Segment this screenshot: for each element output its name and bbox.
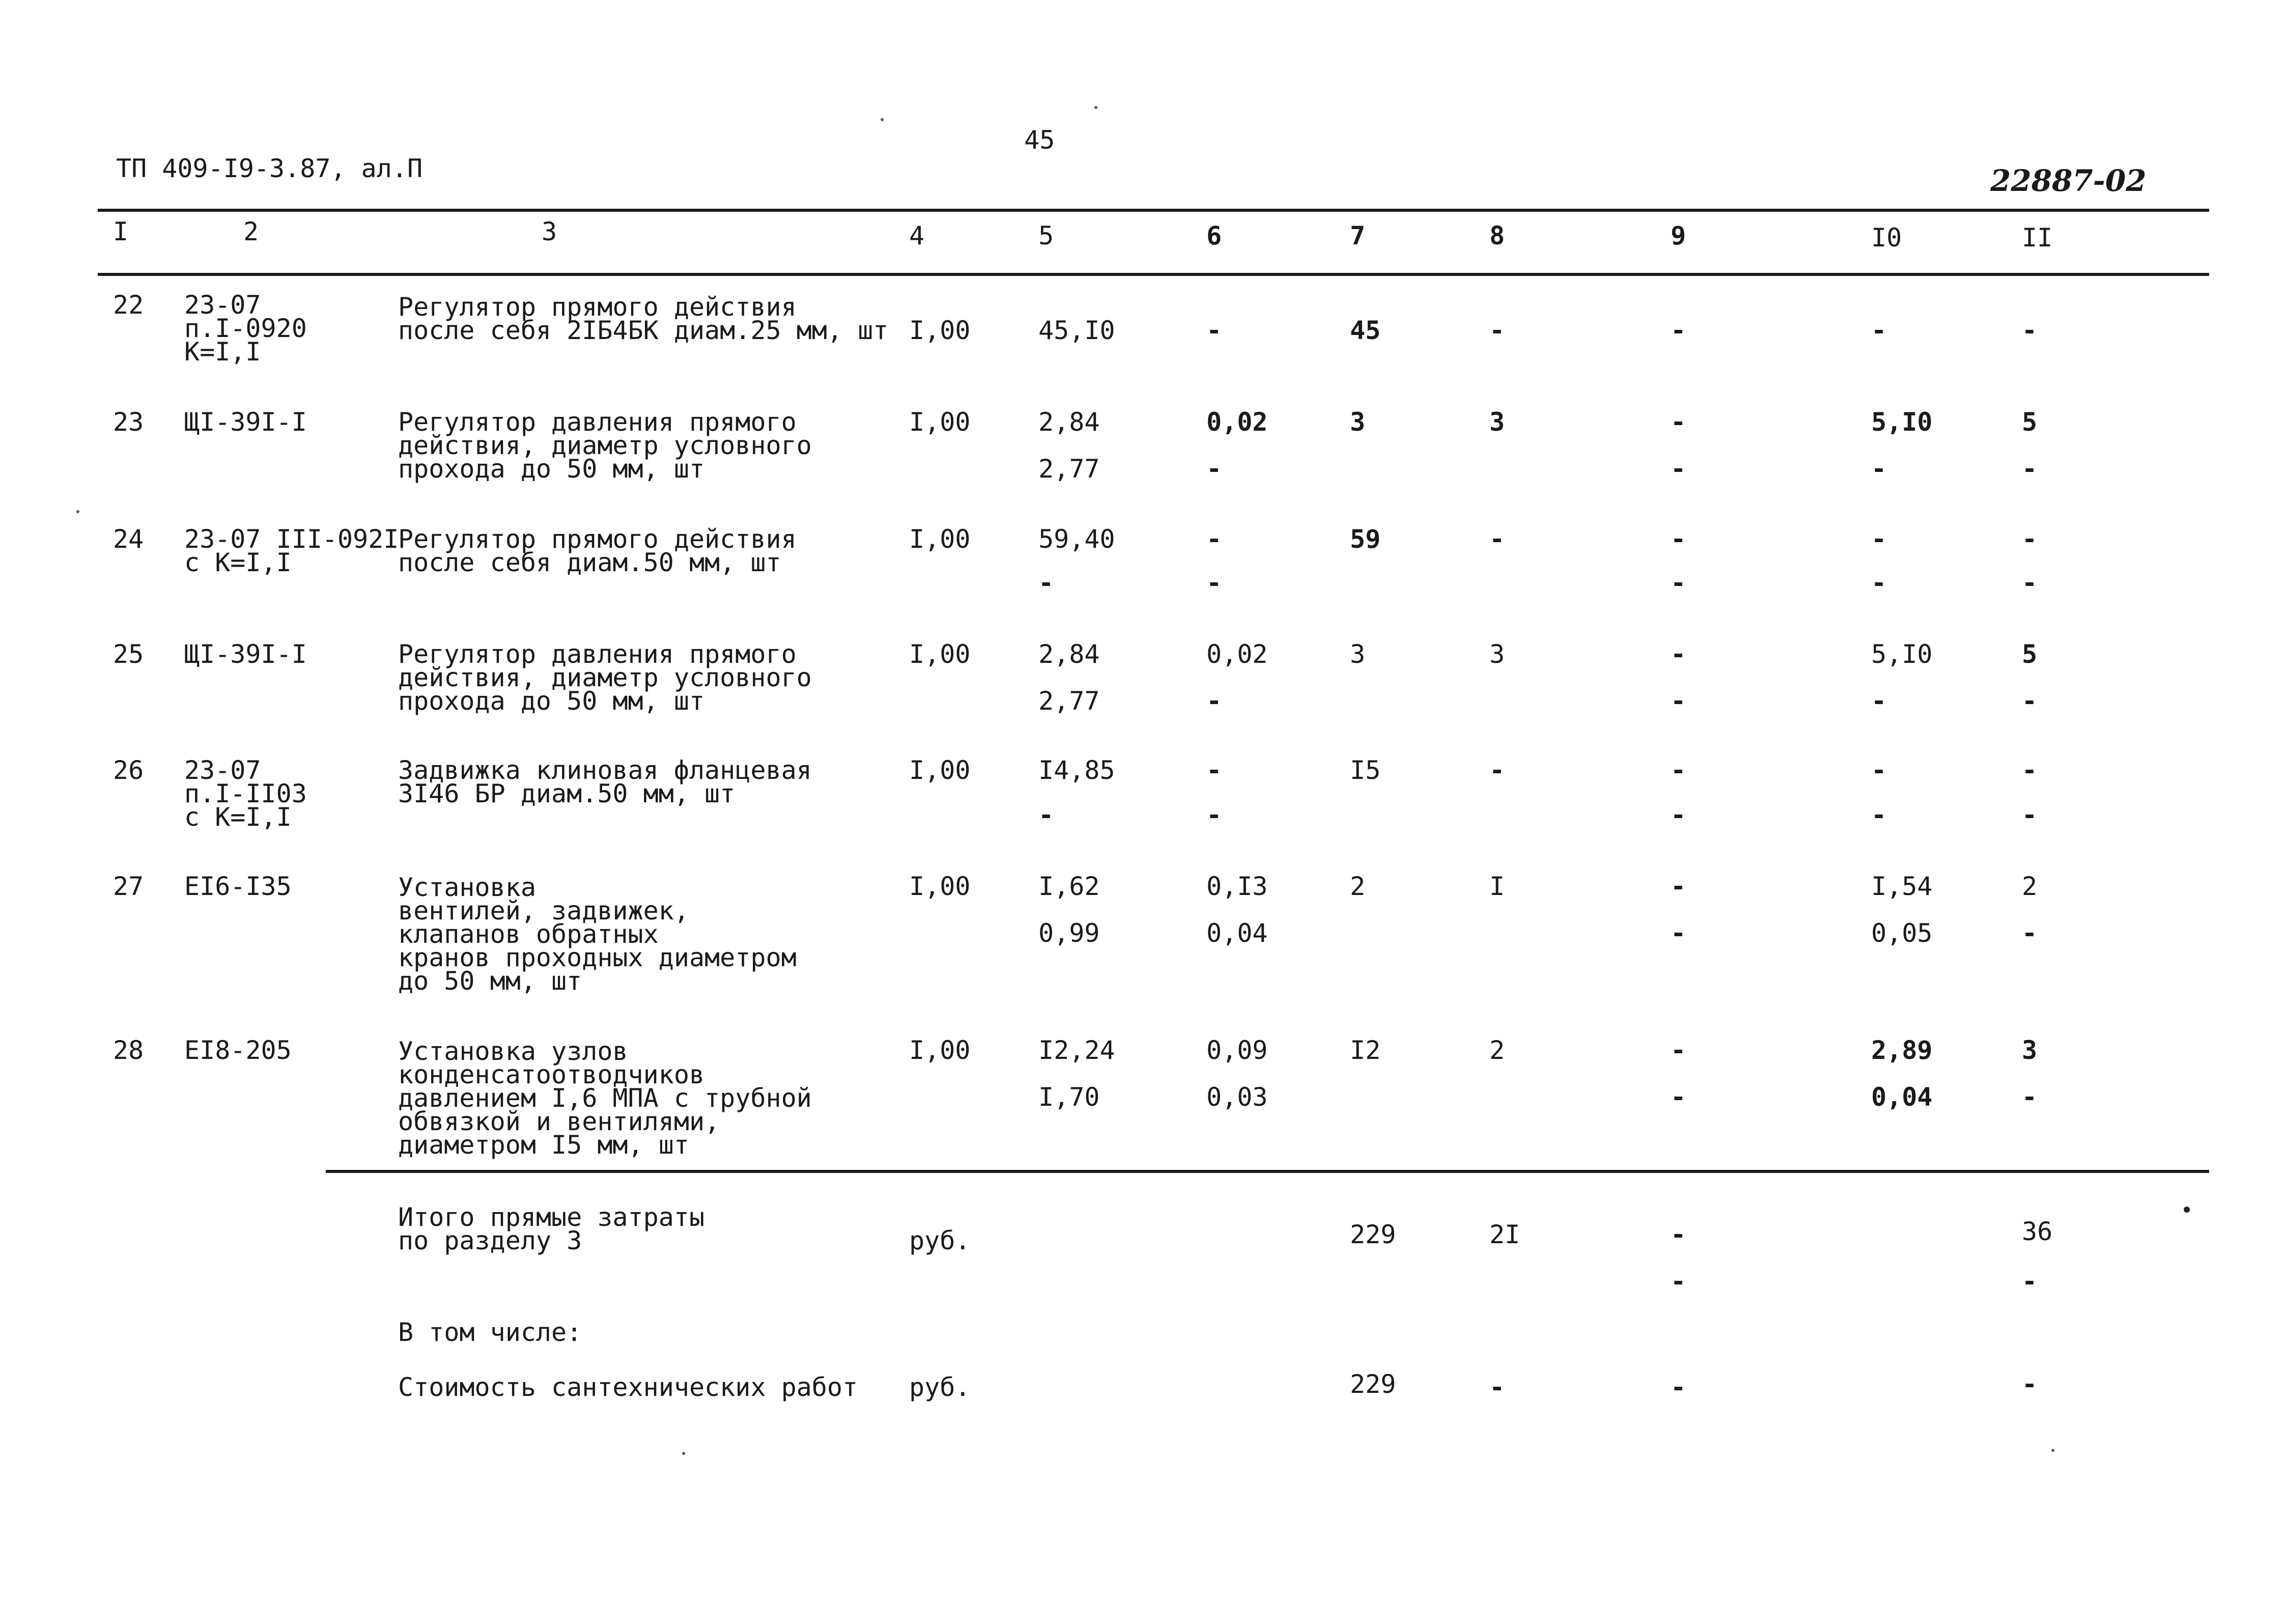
row-col8: - <box>1489 755 1505 785</box>
row-col9-line1: - <box>1671 1035 1686 1065</box>
page-number: 45 <box>1024 125 1055 155</box>
row-col5-line2: - <box>1038 568 1054 598</box>
row-col7: 3 <box>1350 407 1366 437</box>
row-col5-line2: I,70 <box>1038 1082 1100 1112</box>
row-col6-line1: 0,I3 <box>1206 872 1268 901</box>
document-reference: ТП 409-I9-3.87, ал.П <box>116 154 423 183</box>
row-col11-line2: - <box>2022 800 2038 830</box>
row-col9-line1: - <box>1671 755 1686 785</box>
sanitary-unit: руб. <box>909 1373 971 1402</box>
row-col7: I5 <box>1350 755 1381 785</box>
row-col11-line1: 5 <box>2022 407 2038 437</box>
row-col6-line2: - <box>1206 686 1222 716</box>
row-col7: 45 <box>1350 316 1381 345</box>
row-col7: 59 <box>1350 524 1381 554</box>
row-col9-line2: - <box>1671 686 1686 716</box>
row-col8: 3 <box>1489 407 1505 437</box>
row-col10-line2: - <box>1871 800 1887 830</box>
totals-col7: 229 <box>1350 1220 1396 1249</box>
row-col9-line2: - <box>1671 454 1686 484</box>
row-col8: 2 <box>1489 1035 1505 1065</box>
totals-description: Итого прямые затраты по разделу 3 <box>398 1202 705 1255</box>
totals-unit: руб. <box>909 1226 971 1255</box>
row-col10-line2: - <box>1871 454 1887 484</box>
row-col11-line1: - <box>2022 755 2038 785</box>
row-col10-line1: I,54 <box>1871 872 1933 901</box>
table-top-rule <box>98 209 2209 212</box>
column-header-7: 7 <box>1350 221 1366 250</box>
row-description: Установка вентилей, задвижек, клапанов обратных кранов проходных диаметром до 50 мм, шт <box>398 873 797 996</box>
sanitary-description: Стоимость сантехнических работ <box>398 1373 858 1402</box>
row-col11-line1: - <box>2022 316 2038 345</box>
totals-col9-line2: - <box>1671 1267 1686 1296</box>
column-header-3: 3 <box>542 217 557 246</box>
row-col10-line2: - <box>1871 568 1887 598</box>
row-col10-line2: 0,05 <box>1871 918 1933 948</box>
row-col11-line2: - <box>2022 918 2038 948</box>
row-code: ЕI6-I35 <box>184 872 292 901</box>
row-col11-line1: 3 <box>2022 1035 2038 1065</box>
row-col11-line2: - <box>2022 454 2038 484</box>
totals-col11-line1: 36 <box>2022 1217 2053 1246</box>
row-description: Установка узлов конденсатоотводчиков давлением I,6 МПА с трубной обвязкой и вентилями, диаметром I5 мм, шт <box>398 1037 812 1160</box>
row-col6-line2: 0,03 <box>1206 1082 1268 1112</box>
row-description: Регулятор прямого действия после себя 2IБ4БК диам.25 мм, шт <box>398 292 889 345</box>
row-col8: I <box>1489 872 1505 901</box>
scan-speck <box>2184 1207 2190 1213</box>
totals-col9-line1: - <box>1671 1220 1686 1249</box>
row-code: ЩI-39I-I <box>184 639 307 669</box>
column-header-10: I0 <box>1871 223 1902 253</box>
row-col6-line1: 0,02 <box>1206 407 1268 437</box>
row-col11-line2: - <box>2022 568 2038 598</box>
row-col5-line2: 2,77 <box>1038 454 1100 484</box>
sanitary-col7: 229 <box>1350 1369 1396 1399</box>
row-number: 22 <box>113 290 144 320</box>
totals-col11-line2: - <box>2022 1267 2038 1296</box>
header-bottom-rule <box>98 273 2209 276</box>
row-col10-line1: 2,89 <box>1871 1035 1933 1065</box>
document-stamp: 22887-02 <box>1990 163 2147 198</box>
row-col11-line2: - <box>2022 1082 2038 1112</box>
row-col5-line2: - <box>1038 800 1054 830</box>
row-col5-line1: 59,40 <box>1038 524 1115 554</box>
totals-rule <box>326 1170 2209 1173</box>
row-number: 26 <box>113 755 144 785</box>
row-col5-line1: 2,84 <box>1038 407 1100 437</box>
row-col11-line1: - <box>2022 524 2038 554</box>
row-col5-line1: I,62 <box>1038 872 1100 901</box>
column-header-4: 4 <box>909 221 925 250</box>
row-col7: 3 <box>1350 639 1366 669</box>
row-number: 28 <box>113 1035 144 1065</box>
column-header-5: 5 <box>1038 221 1054 250</box>
row-col7: 2 <box>1350 872 1366 901</box>
row-number: 24 <box>113 524 144 554</box>
row-col6-line2: - <box>1206 454 1222 484</box>
scan-speck <box>1094 106 1097 109</box>
row-code: 23-07 п.I-0920 К=I,I <box>184 290 307 367</box>
row-code: 23-07 III-092I с К=I,I <box>184 524 399 577</box>
row-col6-line2: - <box>1206 568 1222 598</box>
row-col9-line2: - <box>1671 800 1686 830</box>
row-col10-line2: 0,04 <box>1871 1082 1933 1112</box>
row-col5-line2: 0,99 <box>1038 918 1100 948</box>
sanitary-col11: - <box>2022 1369 2038 1399</box>
row-col9-line1: - <box>1671 316 1686 345</box>
row-col4: I,00 <box>909 639 971 669</box>
row-col10-line1: 5,I0 <box>1871 407 1933 437</box>
row-col4: I,00 <box>909 524 971 554</box>
row-code: ЕI8-205 <box>184 1035 292 1065</box>
row-col5-line2: 2,77 <box>1038 686 1100 716</box>
row-col4: I,00 <box>909 316 971 345</box>
row-description: Регулятор прямого действия после себя диам.50 мм, шт <box>398 524 797 577</box>
row-col4: I,00 <box>909 872 971 901</box>
row-code: 23-07 п.I-II03 с К=I,I <box>184 755 307 832</box>
row-col5-line1: I2,24 <box>1038 1035 1115 1065</box>
row-col6-line1: 0,02 <box>1206 639 1268 669</box>
scan-speck <box>881 118 884 121</box>
row-col11-line1: 5 <box>2022 639 2038 669</box>
column-header-1: I <box>113 217 129 246</box>
row-col9-line2: - <box>1671 568 1686 598</box>
row-number: 23 <box>113 407 144 437</box>
row-col9-line2: - <box>1671 1082 1686 1112</box>
row-col7: I2 <box>1350 1035 1381 1065</box>
row-col10-line2: - <box>1871 686 1887 716</box>
row-col8: - <box>1489 524 1505 554</box>
row-col9-line1: - <box>1671 524 1686 554</box>
row-col4: I,00 <box>909 755 971 785</box>
row-col6-line1: - <box>1206 316 1222 345</box>
row-description: Регулятор давления прямого действия, диаметр условного прохода до 50 мм, шт <box>398 639 812 716</box>
row-number: 27 <box>113 872 144 901</box>
column-header-8: 8 <box>1489 221 1505 250</box>
row-col6-line2: 0,04 <box>1206 918 1268 948</box>
row-col9-line1: - <box>1671 639 1686 669</box>
row-col5-line1: I4,85 <box>1038 755 1115 785</box>
row-col9-line2: - <box>1671 918 1686 948</box>
column-header-11: II <box>2022 223 2053 253</box>
sanitary-col9: - <box>1671 1373 1686 1402</box>
row-col6-line2: - <box>1206 800 1222 830</box>
row-description: Регулятор давления прямого действия, диаметр условного прохода до 50 мм, шт <box>398 407 812 484</box>
row-col4: I,00 <box>909 407 971 437</box>
scan-speck <box>682 1452 685 1455</box>
row-description: Задвижка клиновая фланцевая 3I46 БР диам.50 мм, шт <box>398 755 812 808</box>
row-col9-line1: - <box>1671 407 1686 437</box>
row-col5-line1: 2,84 <box>1038 639 1100 669</box>
row-code: ЩI-39I-I <box>184 407 307 437</box>
row-col8: - <box>1489 316 1505 345</box>
row-col8: 3 <box>1489 639 1505 669</box>
row-col6-line1: - <box>1206 524 1222 554</box>
row-col6-line1: 0,09 <box>1206 1035 1268 1065</box>
row-col10-line1: - <box>1871 316 1887 345</box>
row-col4: I,00 <box>909 1035 971 1065</box>
totals-col8: 2I <box>1489 1220 1520 1249</box>
scan-speck <box>2051 1449 2054 1452</box>
scan-speck <box>76 510 79 513</box>
row-number: 25 <box>113 639 144 669</box>
row-col10-line1: - <box>1871 524 1887 554</box>
column-header-2: 2 <box>243 217 259 246</box>
row-col11-line1: 2 <box>2022 872 2038 901</box>
sanitary-col8: - <box>1489 1373 1505 1402</box>
row-col10-line1: 5,I0 <box>1871 639 1933 669</box>
row-col10-line1: - <box>1871 755 1887 785</box>
row-col5-line1: 45,I0 <box>1038 316 1115 345</box>
column-header-6: 6 <box>1206 221 1222 250</box>
row-col11-line2: - <box>2022 686 2038 716</box>
column-header-9: 9 <box>1671 221 1686 250</box>
row-col6-line1: - <box>1206 755 1222 785</box>
including-label: В том числе: <box>398 1318 582 1347</box>
row-col9-line1: - <box>1671 872 1686 901</box>
